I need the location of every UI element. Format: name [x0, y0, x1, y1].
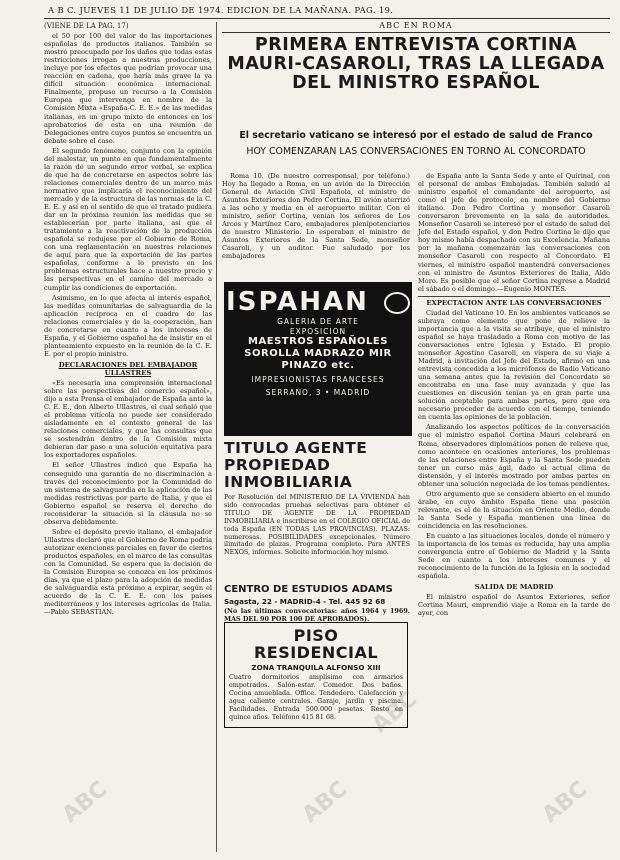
school-name: CENTRO DE ESTUDIOS ADAMS: [224, 584, 393, 595]
continued-from: (VIENE DE LA PAG. 17): [44, 22, 129, 30]
titulo-advertisement: [224, 439, 410, 623]
ad-zone: ZONA TRANQUILA ALFONSO XIII: [251, 663, 381, 672]
paragraph: Otro argumento que se considera abierto en el mundo árabe, en cuyo ámbito España tiene una posición relevante, es el de la situación en Oriente Medio, donde la Santa Sede y España mantienen una línea de coincidencia en las resoluciones.: [418, 489, 610, 530]
article-body-right: [418, 172, 610, 860]
gallery-name-text: ISPAHAN: [226, 287, 369, 317]
ad-body: Cuatro dormitorios amplísimo con armarios empotrados. Salón-estar. Comedor. Dos baños. Cocina amueblada. Office. Tendedero. Calefacción y agua caliente centrales. Garaje, jardín y piscina. Facilidades. Entrada 500.000 pesetas. Resto en quince años. Teléfono 415 81 68.: [229, 673, 403, 721]
watermark: ABC: [367, 686, 423, 739]
subheadline: El secretario vaticano se interesó por el estado de salud de Franco: [239, 130, 593, 141]
gallery-advertisement: [224, 282, 412, 436]
gallery-name: [225, 287, 411, 317]
paragraph: Roma 10. (De nuestro corresponsal, por teléfono.) Hoy ha llegado a Roma, en un avión de la Dirección General de Aviación Civil Española, el ministro de Asuntos Exteriores don Pedro Cortina. El avión aterrizó a las ocho y media en el aeropuerto militar. Con el ministro, señor Cortina, venían los señores de Los Arcos y Martínez Caro, embajadores plenipotenciarios de nuestro Ministerio. Lo esperaban el ministro de Asuntos Exteriores de la Santa Sede, monseñor Casaroli, y un auditor. Fue saludado por los embajadores: [222, 172, 410, 261]
watermark: ABC: [537, 776, 593, 829]
gallery-artists: SOROLLA MADRAZO MIR: [244, 348, 392, 359]
paragraph: Asimismo, en lo que afecta al interés español, las medidas comunitarias de salvaguardia de la aplicación recíproca en el cuadro de las relaciones comerciales y de la cooperación, han de concretarse en cuanto a los intereses de España, y el Gobierno español ha de insistir en el planteamiento expuesto en la reunión de la C. E. E. por el propio ministro.: [44, 293, 212, 358]
headline: PRIMERA ENTREVISTA CORTINA MAURI-CASAROLI, TRAS LA LLEGADA DEL MINISTRO ESPAÑOL: [227, 35, 605, 93]
paragraph: Ciudad del Vaticano 10. En los ambientes vaticanos se subraya como elemento que pone de relieve la importancia que a la visita se atribuye, que el ministro español se haya trasladado a Roma con motivo de las conversaciones entre Iglesia y Estado. El propio monseñor Agostino Casaroli, en víspera de su viaje a Madrid, a invitación del Jefe del Estado, afirmó en una entrevista concedida a los micrófonos de Radio Vaticano una semana antes que la revisión del Concordato se encontraba en una fase muy avanzada y que las cuestiones en discusión tenían ya en gran parte una solución aceptable para ambas partes, pero que era necesario proceder de acuerdo con el tiempo, teniendo en cuenta las opiniones de la población.: [418, 308, 610, 422]
ad-body: Por Resolución del MINISTERIO DE LA VIVIENDA han sido convocadas pruebas selectivas para obtener el TITULO DE AGENTE DE LA PROPIEDAD INMOBILIARIA e inscribirse en el COLEGIO OFICIAL de toda España (EN TODAS LAS PROVINCIAS). PLAZAS: numerosas. POSIBILIDADES excepcionales. Número ilimitado de plazas. Programa completo. Para ANTES NEXOS, informes. Solicite información hoy mismo.: [224, 493, 410, 557]
gallery-impressionists: IMPRESIONISTAS FRANCESES: [251, 375, 385, 384]
column-divider: [216, 22, 217, 852]
paragraph: Analizando los aspectos políticos de la conversación que el ministro español Cortina Mauri celebrará en Roma, observadores diplomáticos ponen de relieve que, como acontece en ocasiones anteriores, los problemas de las relaciones entre España y la Santa Sede pueden tener un curso más ágil, dado el actual clima de distensión, y el interés mostrado por ambas partes en obtener una solución negociada de los temas pendientes.: [418, 423, 610, 488]
gallery-exhibition: EXPOSICION: [289, 326, 347, 336]
paragraph: En cuanto a las situaciones locales, donde el número y la importancia de los temas es reducida, hay una amplia convergencia entre el Gobierno de Madrid y la Santa Sede en cuanto a los intereses comunes y el reconocimiento de la función de la Iglesia en la sociedad española.: [418, 532, 610, 581]
ad-headline: PISO RESIDENCIAL: [253, 626, 379, 662]
ad-headline: TITULO AGENTE PROPIEDAD INMOBILIARIA: [224, 439, 368, 491]
ornament-icon: [384, 292, 410, 314]
watermark: ABC: [297, 776, 353, 829]
paragraph: Sobre el depósito previo italiano, el embajador Ullastres declaró que el Gobierno de Roma podría autorizar exenciones parciales en favor de ciertos productos españoles, en el marco de las consultas con la Comunidad. Se espera que la decisión de la Comisión Europea se conozca en los próximos días, ya que el plazo para la adopción de medidas de salvaguardia está próximo a expirar, según el acuerdo de la C. E. E. con los países mediterráneos y los intereses agrícolas de Italia.—Pablo SEBASTIAN.: [44, 527, 212, 617]
header-rule: [44, 18, 610, 19]
paragraph: el 50 por 100 del valor de las importaciones españolas de productos italianos. También se mostró preocupado por los daños que todas estas restricciones irrogan a nuestras producciones, incluye por los efectos que podrían provocar una reacción en cadena, que haría más grave la ya difícil situación económica internacional. Finalmente, propuso un recurso a la Comisión Europea que intervenga en nombre de la Comisión Mixta «España-C. E. E.» de las medidas italianas, en un grupo mixto de entonces en los aprobatorios de esta en una reunión de Delegaciones entre cuyos puntos se encuentra un debate sobre el caso.: [44, 32, 212, 145]
gallery-address: SERRANO, 3 • MADRID: [265, 387, 371, 397]
watermark: ABC: [57, 776, 113, 829]
section-title: EXPECTACION ANTE LAS CONVERSACIONES: [418, 296, 610, 307]
paragraph: de España ante la Santa Sede y ante el Quirinal, con el personal de ambas Embajadas. También saludó al ministro español el comandante del aeropuerto, así como el jefe de protocolo, en nombre del Gobierno italiano. Don Pedro Cortina y monseñor Casaroli conversaron brevemente en la sala de autoridades. Monseñor Casaroli se interesó por el estado de salud del Jefe del Estado español, y don Pedro Cortina le dijo que hoy mismo había despachado con su Excelencia. Mañana por la mañana comenzarán las conversaciones con monseñor Casaroli con respecto al Concordato. El viernes, el ministro español mantendrá conversaciones con el ministro de Asuntos Exteriores de Italia, Aldo Moro. Es posible que el señor Cortina regrese a Madrid el sábado o el domingo.—Eugenio MONTES.: [418, 172, 610, 293]
section-title: DECLARACIONES DEL EMBAJADOR ULLASTRES: [58, 360, 198, 377]
gallery-artists-2: PINAZO etc.: [281, 360, 355, 371]
ad-footer: (No las últimas convocatorias: años 1964 y 1969. MAS DEL 90 POR 100 DE APROBADOS).: [224, 607, 410, 623]
paragraph: El segundo fenómeno, conjunto con la opinión del malestar, un punto en que fundamentalmente la razón de un segundo error verbal, se explica de que ha de concretarse en aspectos sobre las relaciones comerciales dentro de un marco más normativo que implicaría el reconocimiento del mercado y de la estructura de las normas de la C. E. E. y así en el sentido de que el tratado pudiera dar en la próxima reunión las medidas que se establecerían por parte italiana, así que el tratamiento a la reactivación de la producción española se redujese por el Gobierno de Roma, con una reglamentación en nuestras relaciones de aquí para que la exportación de las partes españolas, conforme a lo previsto en los problemas estructurales hace a nuestro precio y las perspectivas en el camino del mercado a cumplir las condiciones de exportación.: [44, 146, 212, 292]
gallery-subtitle: GALERIA DE ARTE: [277, 317, 359, 326]
paragraph: El señor Ullastres indicó que España ha conseguido una garantía de no discriminación a través del reconocimiento por la Comunidad de un sistema de salvaguardia en la aplicación de las medidas restrictivas por parte de Italia, y que el Gobierno español se reserva el derecho de reconsiderar la situación si la cláusula no se observa debidamente.: [44, 461, 212, 526]
gallery-masters: MAESTROS ESPAÑOLES: [248, 336, 388, 347]
section-label: ABC EN ROMA: [379, 21, 453, 30]
article-body-left: [222, 172, 410, 276]
paragraph: El ministro español de Asuntos Exteriores, señor Cortina Mauri, emprendió viaje a Roma en la tarde de ayer, con: [418, 593, 610, 618]
paragraph: «Es necesaria una comprensión internacional sobre las perspectivas del comercio español», dijo a esta Prensa el embajador de España ante la C. E. E., don Alberto Ullastres, el cual señaló que el problema vitícola no puede ser considerado aisladamente en el contexto general de las relaciones comerciales, y que las consultas que se sostendrán dentro de la Comisión mixta debieran dar paso a una solución equitativa para los exportadores españoles.: [44, 379, 212, 460]
running-head: A B C. JUEVES 11 DE JULIO DE 1974. EDICION DE LA MAÑANA. PAG. 19.: [48, 6, 394, 16]
left-column: [44, 22, 212, 852]
school-address: Sagasta, 22 - MADRID-4 - Tel. 445 92 68: [224, 597, 386, 606]
section-rule: [222, 32, 610, 33]
section-title: SALIDA DE MADRID: [474, 583, 554, 592]
subheadline-2: HOY COMENZARAN LAS CONVERSACIONES EN TORNO AL CONCORDATO: [246, 146, 586, 157]
